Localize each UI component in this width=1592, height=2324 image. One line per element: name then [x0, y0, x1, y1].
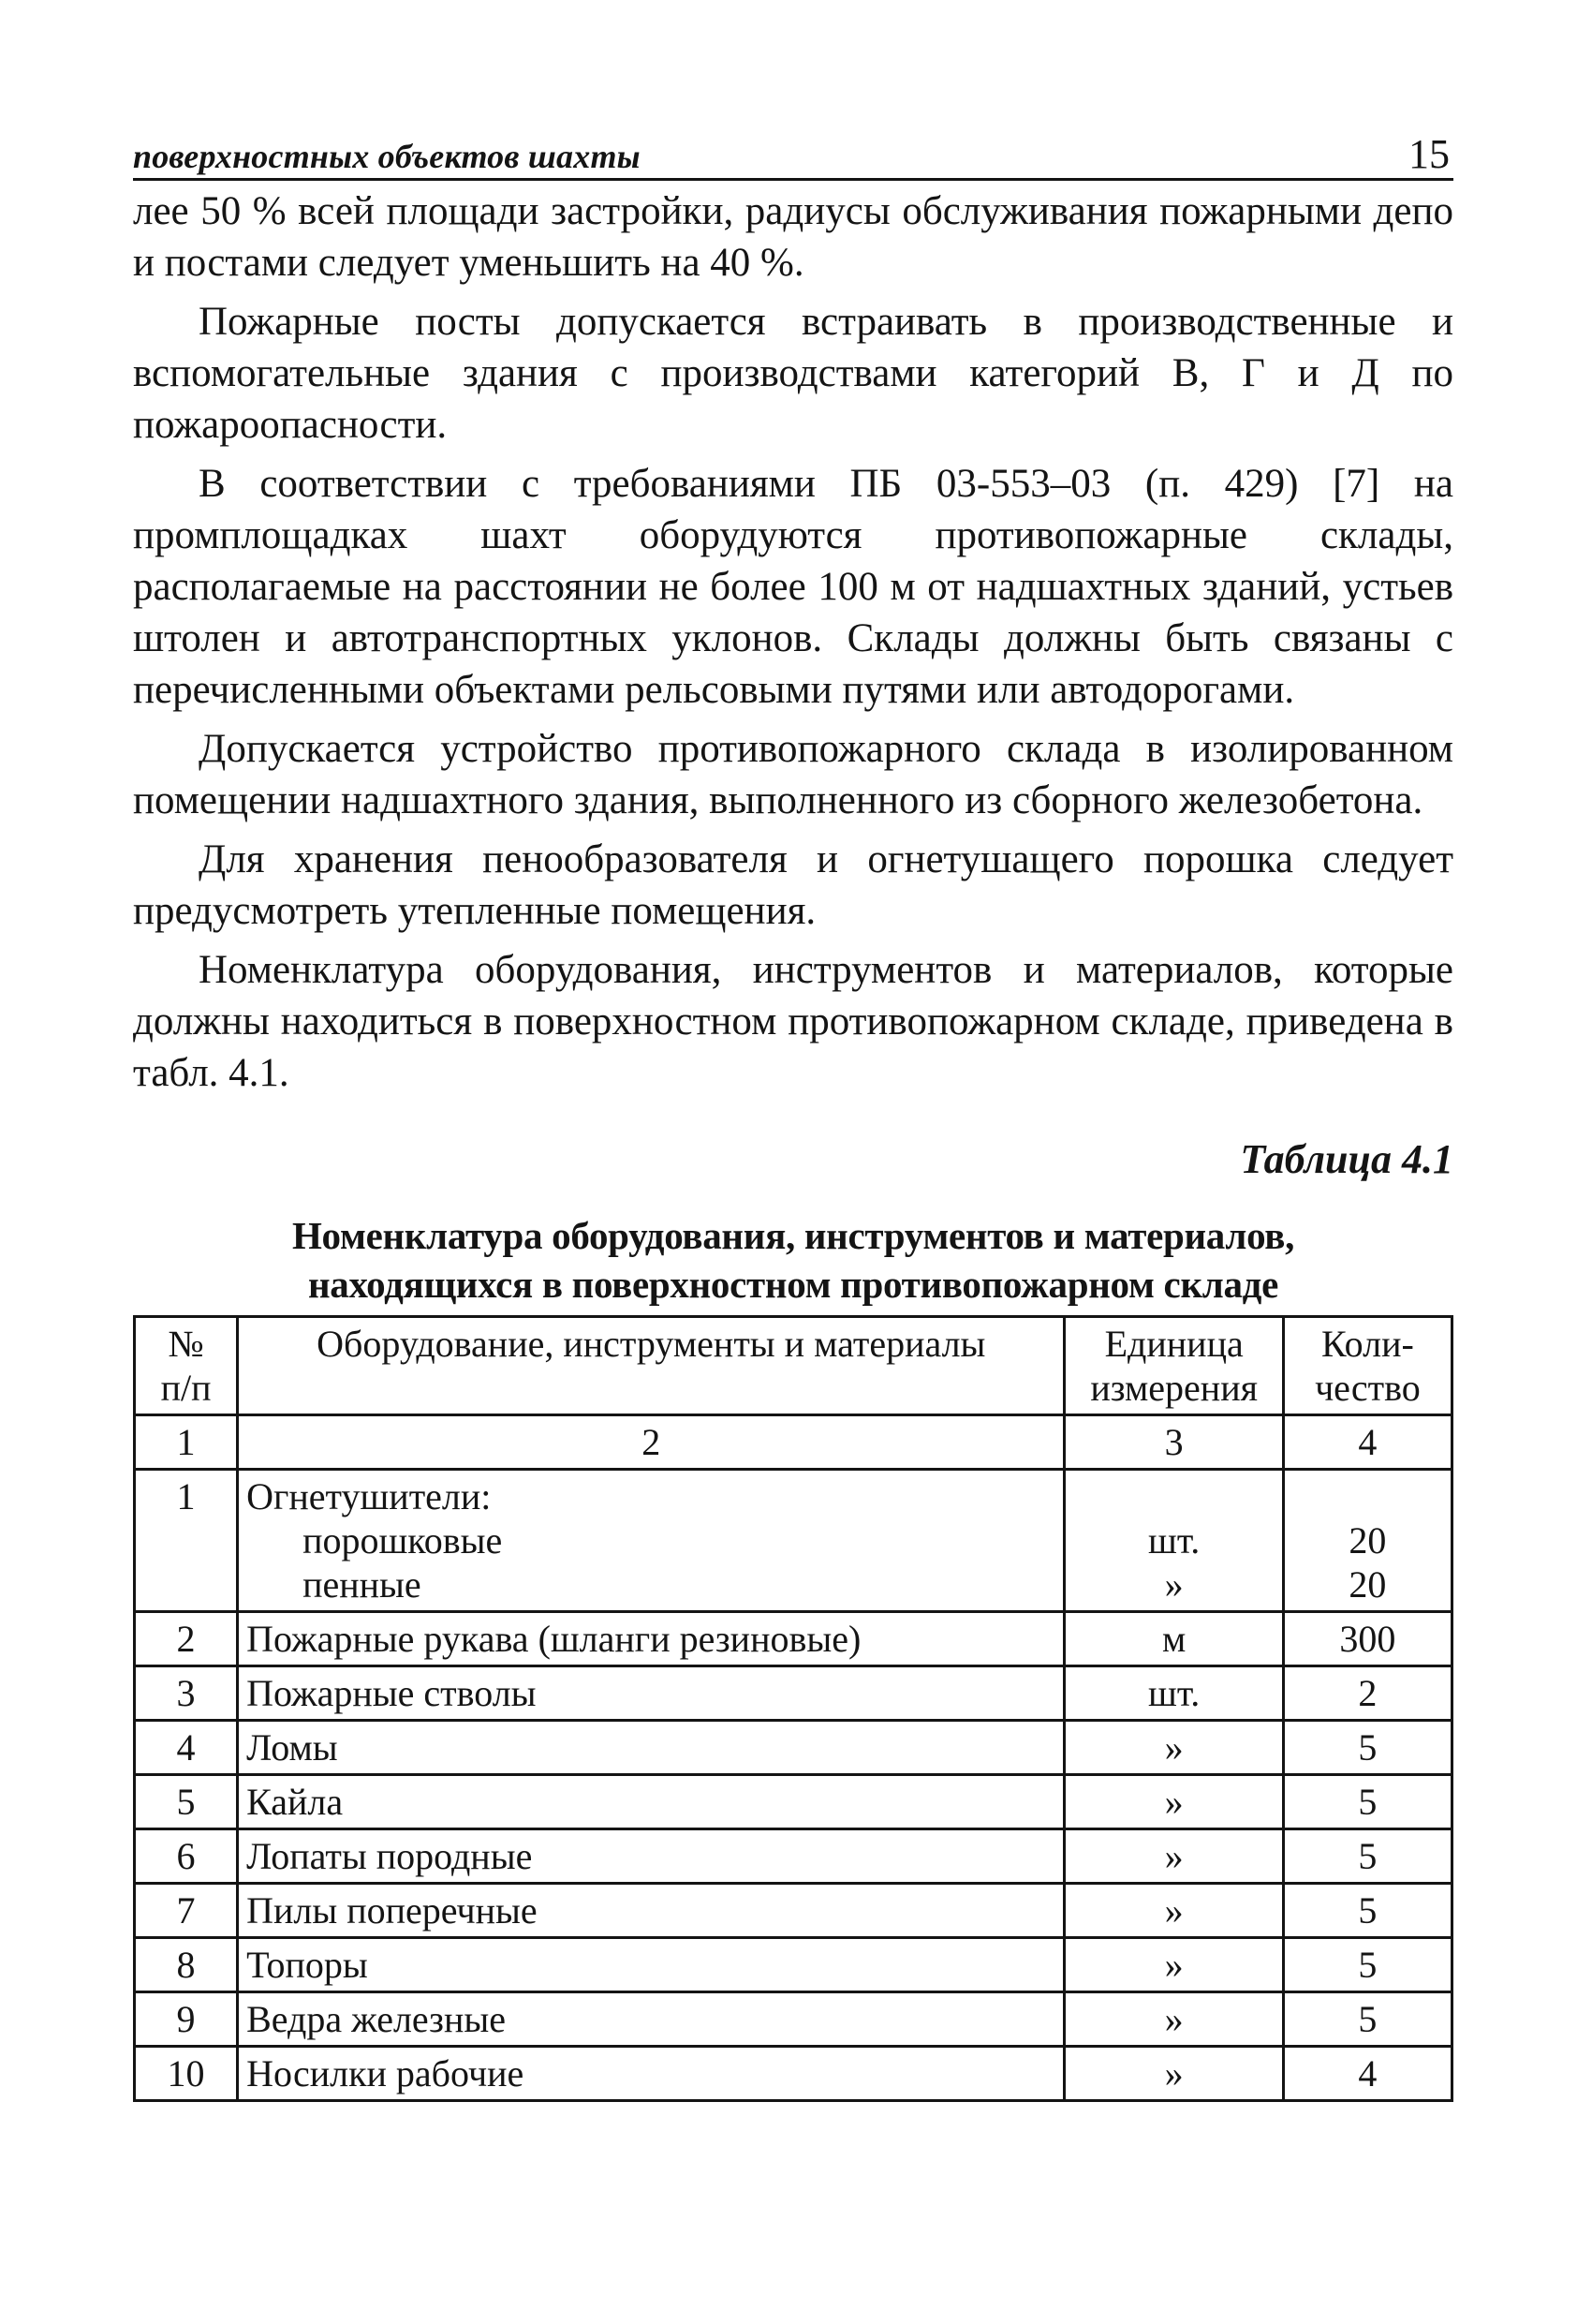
row-name-subline: пенные — [302, 1563, 421, 1606]
row-number: 8 — [135, 1938, 238, 1992]
row-quantity: 5 — [1283, 1829, 1452, 1884]
row-number: 10 — [135, 2047, 238, 2101]
table-label: Таблица 4.1 — [1240, 1136, 1453, 1182]
row-name: Ведра железные — [238, 1992, 1065, 2047]
row-number: 9 — [135, 1992, 238, 2047]
row-name: Ломы — [238, 1721, 1065, 1775]
row-unit: » — [1065, 2047, 1283, 2101]
paragraph: Для хранения пенообразователя и огнетушащего порошка следует предусмотреть утепленные помещения. — [133, 837, 1453, 933]
row-name — [238, 1470, 1065, 1612]
row-number: 2 — [135, 1612, 238, 1666]
column-number: 3 — [1065, 1415, 1283, 1470]
row-name: Кайла — [238, 1775, 1065, 1829]
row-name-subline: порошковые — [302, 1519, 503, 1562]
header-quantity-line: чество — [1315, 1367, 1421, 1409]
row-quantity — [1283, 1470, 1452, 1612]
row-number: 5 — [135, 1775, 238, 1829]
column-number: 4 — [1283, 1415, 1452, 1470]
row-unit: » — [1065, 1938, 1283, 1992]
paragraph: Пожарные посты допускается встраивать в производственные и вспомогательные здания с производствами категорий В, Г и Д по пожароопасности. — [133, 300, 1453, 447]
row-unit: » — [1065, 1884, 1283, 1938]
row-number: 4 — [135, 1721, 238, 1775]
column-number: 1 — [135, 1415, 238, 1470]
table-row — [135, 1666, 1452, 1721]
header-quantity — [1283, 1317, 1452, 1415]
table-caption-line: Номенклатура оборудования, инструментов и материалов, — [291, 1214, 1295, 1257]
running-header — [133, 120, 1453, 181]
table-row — [135, 1612, 1452, 1666]
paragraph: В соответствии с требованиями ПБ 03-553–03 (п. 429) [7] на промплощадках шахт оборудуются противопожарные склады, располагаемые на расстоянии не более 100 м от надшахтных зданий, устьев штолен и автотранспортных уклонов. Склады должны быть связаны с перечисленными объектами рельсовыми путями или автодорогами. — [133, 462, 1453, 712]
row-number: 1 — [135, 1470, 238, 1612]
row-name: Лопаты породные — [238, 1829, 1065, 1884]
table-row — [135, 1721, 1452, 1775]
row-unit: » — [1065, 1775, 1283, 1829]
header-number-line: № — [168, 1323, 204, 1365]
row-quantity: 300 — [1283, 1612, 1452, 1666]
header-number-line: п/п — [160, 1367, 212, 1409]
row-unit-line: шт. — [1148, 1519, 1201, 1562]
row-name: Пожарные стволы — [238, 1666, 1065, 1721]
nomenclature-table — [133, 1315, 1453, 2102]
row-unit: шт. — [1065, 1666, 1283, 1721]
row-unit — [1065, 1470, 1283, 1612]
body-text — [133, 185, 1453, 1106]
header-unit-line: Единица — [1104, 1323, 1244, 1365]
row-unit: » — [1065, 1829, 1283, 1884]
row-unit: » — [1065, 1992, 1283, 2047]
paragraph: Допускается устройство противопожарного склада в изолированном помещении надшахтного здания, выполненного из сборного железобетона. — [133, 727, 1453, 822]
header-unit-line: измерения — [1090, 1367, 1258, 1409]
paragraph: Номенклатура оборудования, инструментов и материалов, которые должны находиться в поверхностном противопожарном складе, приведена в табл. 4.1. — [133, 948, 1453, 1095]
row-quantity: 5 — [1283, 1938, 1452, 1992]
row-number: 6 — [135, 1829, 238, 1884]
column-number-row — [135, 1415, 1452, 1470]
table-caption-line: находящихся в поверхностном противопожарном складе — [307, 1263, 1279, 1306]
row-unit: » — [1065, 1721, 1283, 1775]
header-name: Оборудование, инструменты и материалы — [238, 1317, 1065, 1415]
table-row — [135, 2047, 1452, 2101]
row-quantity: 5 — [1283, 1721, 1452, 1775]
row-quantity: 5 — [1283, 1775, 1452, 1829]
row-name: Топоры — [238, 1938, 1065, 1992]
row-quantity-line: 20 — [1349, 1519, 1387, 1562]
row-name: Пожарные рукава (шланги резиновые) — [238, 1612, 1065, 1666]
row-quantity: 4 — [1283, 2047, 1452, 2101]
table-caption — [133, 1211, 1453, 1309]
row-quantity: 2 — [1283, 1666, 1452, 1721]
row-name-line: Огнетушители: — [246, 1475, 492, 1517]
row-quantity: 5 — [1283, 1992, 1452, 2047]
row-quantity-line: 20 — [1349, 1563, 1387, 1606]
table-header-row — [135, 1317, 1452, 1415]
running-title: поверхностных объектов шахты — [133, 138, 641, 175]
row-name: Носилки рабочие — [238, 2047, 1065, 2101]
table-row — [135, 1938, 1452, 1992]
row-unit-line: » — [1164, 1563, 1184, 1606]
row-name: Пилы поперечные — [238, 1884, 1065, 1938]
column-number: 2 — [238, 1415, 1065, 1470]
row-number: 3 — [135, 1666, 238, 1721]
header-quantity-line: Коли- — [1320, 1323, 1414, 1365]
page-number: 15 — [1408, 131, 1450, 177]
table-row — [135, 1829, 1452, 1884]
table-row — [135, 1470, 1452, 1612]
table-row — [135, 1992, 1452, 2047]
table-row — [135, 1884, 1452, 1938]
header-unit — [1065, 1317, 1283, 1415]
row-unit: м — [1065, 1612, 1283, 1666]
row-quantity: 5 — [1283, 1884, 1452, 1938]
paragraph: лее 50 % всей площади застройки, радиусы обслуживания пожарными депо и постами следует уменьшить на 40 %. — [133, 189, 1453, 285]
table-row — [135, 1775, 1452, 1829]
row-number: 7 — [135, 1884, 238, 1938]
header-number — [135, 1317, 238, 1415]
